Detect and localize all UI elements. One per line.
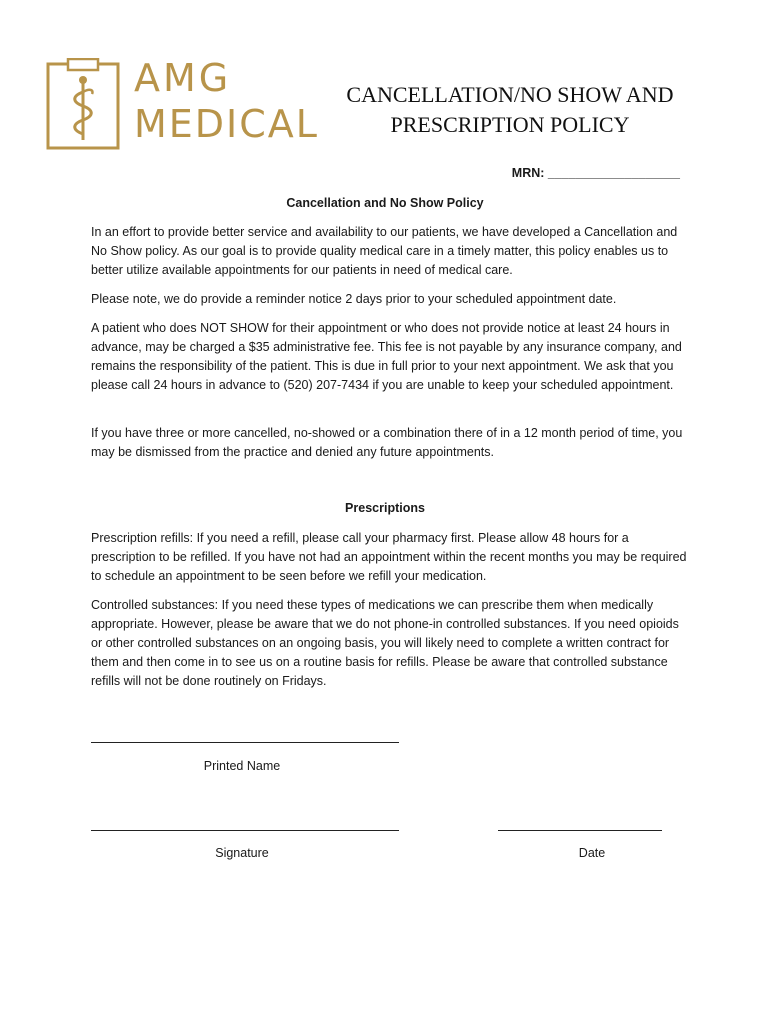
prescriptions-paragraph-1: Prescription refills: If you need a refill, please call your pharmacy first. Please allow 48 hours for a prescription to be refilled. If you have not had an appointment within the recent months you may be required to schedule an appointment to be seen before we refill your medication. bbox=[91, 531, 687, 583]
clipboard-caduceus-icon bbox=[46, 58, 120, 150]
printed-name-label: Printed Name bbox=[203, 759, 281, 773]
document-title bbox=[330, 80, 690, 140]
prescriptions-heading: Prescriptions bbox=[345, 501, 425, 515]
logo-text-medical: MEDICAL bbox=[134, 102, 319, 146]
amg-medical-logo bbox=[46, 58, 326, 150]
prescriptions-paragraph-2: Controlled substances: If you need these types of medications we can prescribe them when medically appropriate. However, please be aware that we do not phone-in controlled substances. If you need opioids or other controlled substances on an ongoing basis, you will likely need to complete a written contract for them and then come in to see us on a routine basis for refills. Please be aware that controlled substance refills will not be done routinely on Fridays. bbox=[91, 598, 679, 688]
cancellation-heading: Cancellation and No Show Policy bbox=[286, 196, 484, 210]
title-line-2: PRESCRIPTION POLICY bbox=[390, 112, 630, 137]
cancellation-paragraph-3: A patient who does NOT SHOW for their appointment or who does not provide notice at least 24 hours in advance, may be charged a $35 administrative fee. This fee is not payable by any insurance company, and remains the responsibility of the patient. This is due in full prior to your next appointment. We ask that you please call 24 hours in advance to (520) 207-7434 if you are unable to keep your scheduled appointment. bbox=[91, 321, 682, 392]
date-line[interactable] bbox=[498, 830, 662, 831]
cancellation-paragraph-2: Please note, we do provide a reminder notice 2 days prior to your scheduled appointment date. bbox=[91, 292, 617, 306]
signature-label: Signature bbox=[215, 846, 269, 860]
printed-name-line[interactable] bbox=[91, 742, 399, 743]
cancellation-paragraph-4: If you have three or more cancelled, no-showed or a combination there of in a 12 month period of time, you may be dismissed from the practice and denied any future appointments. bbox=[91, 426, 683, 459]
mrn-field[interactable]: MRN: ___________________ bbox=[511, 166, 680, 180]
title-line-1: CANCELLATION/NO SHOW AND bbox=[346, 82, 674, 107]
date-label: Date bbox=[578, 846, 606, 860]
cancellation-paragraph-1: In an effort to provide better service and availability to our patients, we have developed a Cancellation and No Show policy. As our goal is to provide quality medical care in a timely matter, this policy enables us to better utilize available appointments for our patients in need of medical care. bbox=[91, 225, 678, 277]
logo-text-amg: AMG bbox=[134, 56, 232, 100]
signature-line[interactable] bbox=[91, 830, 399, 831]
